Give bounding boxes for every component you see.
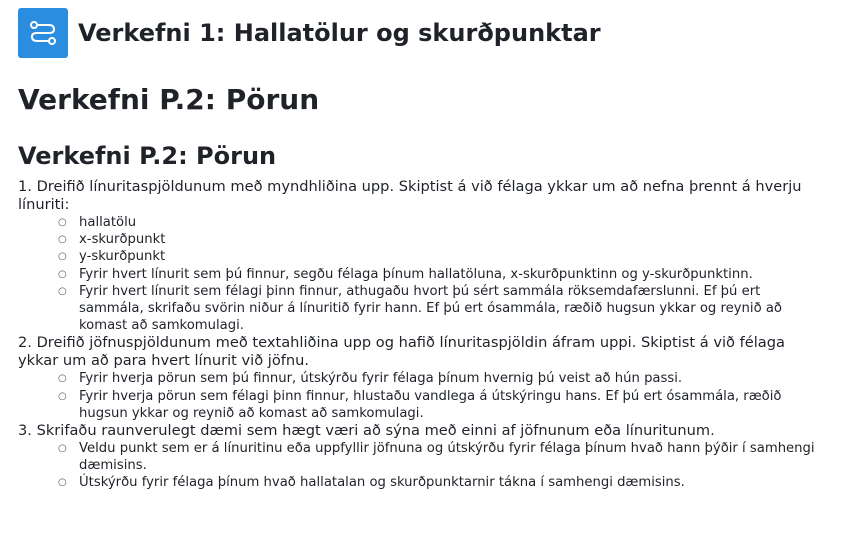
list-item	[58, 231, 818, 248]
page-title: Verkefni P.2: Pörun	[18, 83, 320, 116]
hollow-bullet-icon: ○	[58, 285, 67, 297]
hollow-bullet-icon: ○	[58, 217, 67, 228]
list-item-text: Fyrir hverja pörun sem þú finnur, útskýrðu fyrir félaga þínum hvernig þú veist að hún passi.	[79, 371, 683, 387]
hollow-bullet-icon: ○	[58, 251, 67, 263]
graph-nodes-icon	[28, 18, 58, 48]
list-item	[58, 214, 818, 231]
step-2: 2. Dreifið jöfnuspjöldunum með textahliðina upp og hafið línuritaspjöldin áfram uppi. Skiptist á við félaga ykkar um að para hvert línurit við jöfnu.	[18, 334, 785, 370]
list-item	[58, 283, 818, 335]
list-item	[58, 248, 818, 265]
list-item-text: hallatölu	[79, 215, 137, 230]
list-item-text: x-skurðpunkt	[79, 232, 166, 248]
list-item-text: Veldu punkt sem er á línuritinu eða uppfyllir jöfnuna og útskýrðu fyrir félaga þínum hvað hann þýðir í samhengi dæmisins.	[79, 441, 815, 474]
hollow-bullet-icon: ○	[58, 390, 67, 402]
app-logo[interactable]	[18, 8, 68, 58]
list-item	[58, 440, 818, 474]
list-item-text: Fyrir hverja pörun sem félagi þinn finnur, hlustaðu vandlega á útskýringu hans. Ef þú ert ósammála, ræðið hugsun ykkar og reynið að komast að samkomulagi.	[79, 388, 782, 421]
list-item	[58, 388, 818, 422]
step-2-list	[18, 370, 818, 422]
hollow-bullet-icon: ○	[58, 477, 67, 489]
instructions	[18, 178, 818, 492]
list-item-text: Fyrir hvert línurit sem félagi þinn finnur, athugaðu hvort þú sért sammála röksemdafærslunni. Ef þú ert sammála, skrifaðu svörin niður á línuritið fyrir hann. Ef þú ert ósammála, ræðið hugsun ykkar og reynið að komast að samkomulagi.	[79, 283, 782, 334]
hollow-bullet-icon: ○	[58, 373, 67, 385]
section-title: Verkefni P.2: Pörun	[18, 142, 277, 170]
hollow-bullet-icon: ○	[58, 234, 67, 246]
step-1: 1. Dreifið línuritaspjöldunum með myndhliðina upp. Skiptist á við félaga ykkar um að nefna þrennt á hverju línuriti:	[18, 178, 802, 213]
list-item	[58, 266, 818, 283]
list-item-text: Útskýrðu fyrir félaga þínum hvað hallatalan og skurðpunktarnir tákna í samhengi dæmisins.	[79, 475, 685, 491]
list-item	[58, 474, 818, 491]
hollow-bullet-icon: ○	[58, 443, 67, 455]
step-3-list	[18, 440, 818, 492]
list-item	[58, 370, 818, 387]
app-title: Verkefni 1: Hallatölur og skurðpunktar	[78, 19, 601, 47]
hollow-bullet-icon: ○	[58, 268, 67, 280]
list-item-text: y-skurðpunkt	[79, 249, 166, 265]
step-3: 3. Skrifaðu raunverulegt dæmi sem hægt væri að sýna með einni af jöfnunum eða línuritunum.	[18, 422, 715, 440]
step-1-list	[18, 214, 818, 334]
app-header	[18, 8, 601, 58]
list-item-text: Fyrir hvert línurit sem þú finnur, segðu félaga þínum hallatöluna, x-skurðpunktinn og y-skurðpunktinn.	[79, 266, 753, 282]
